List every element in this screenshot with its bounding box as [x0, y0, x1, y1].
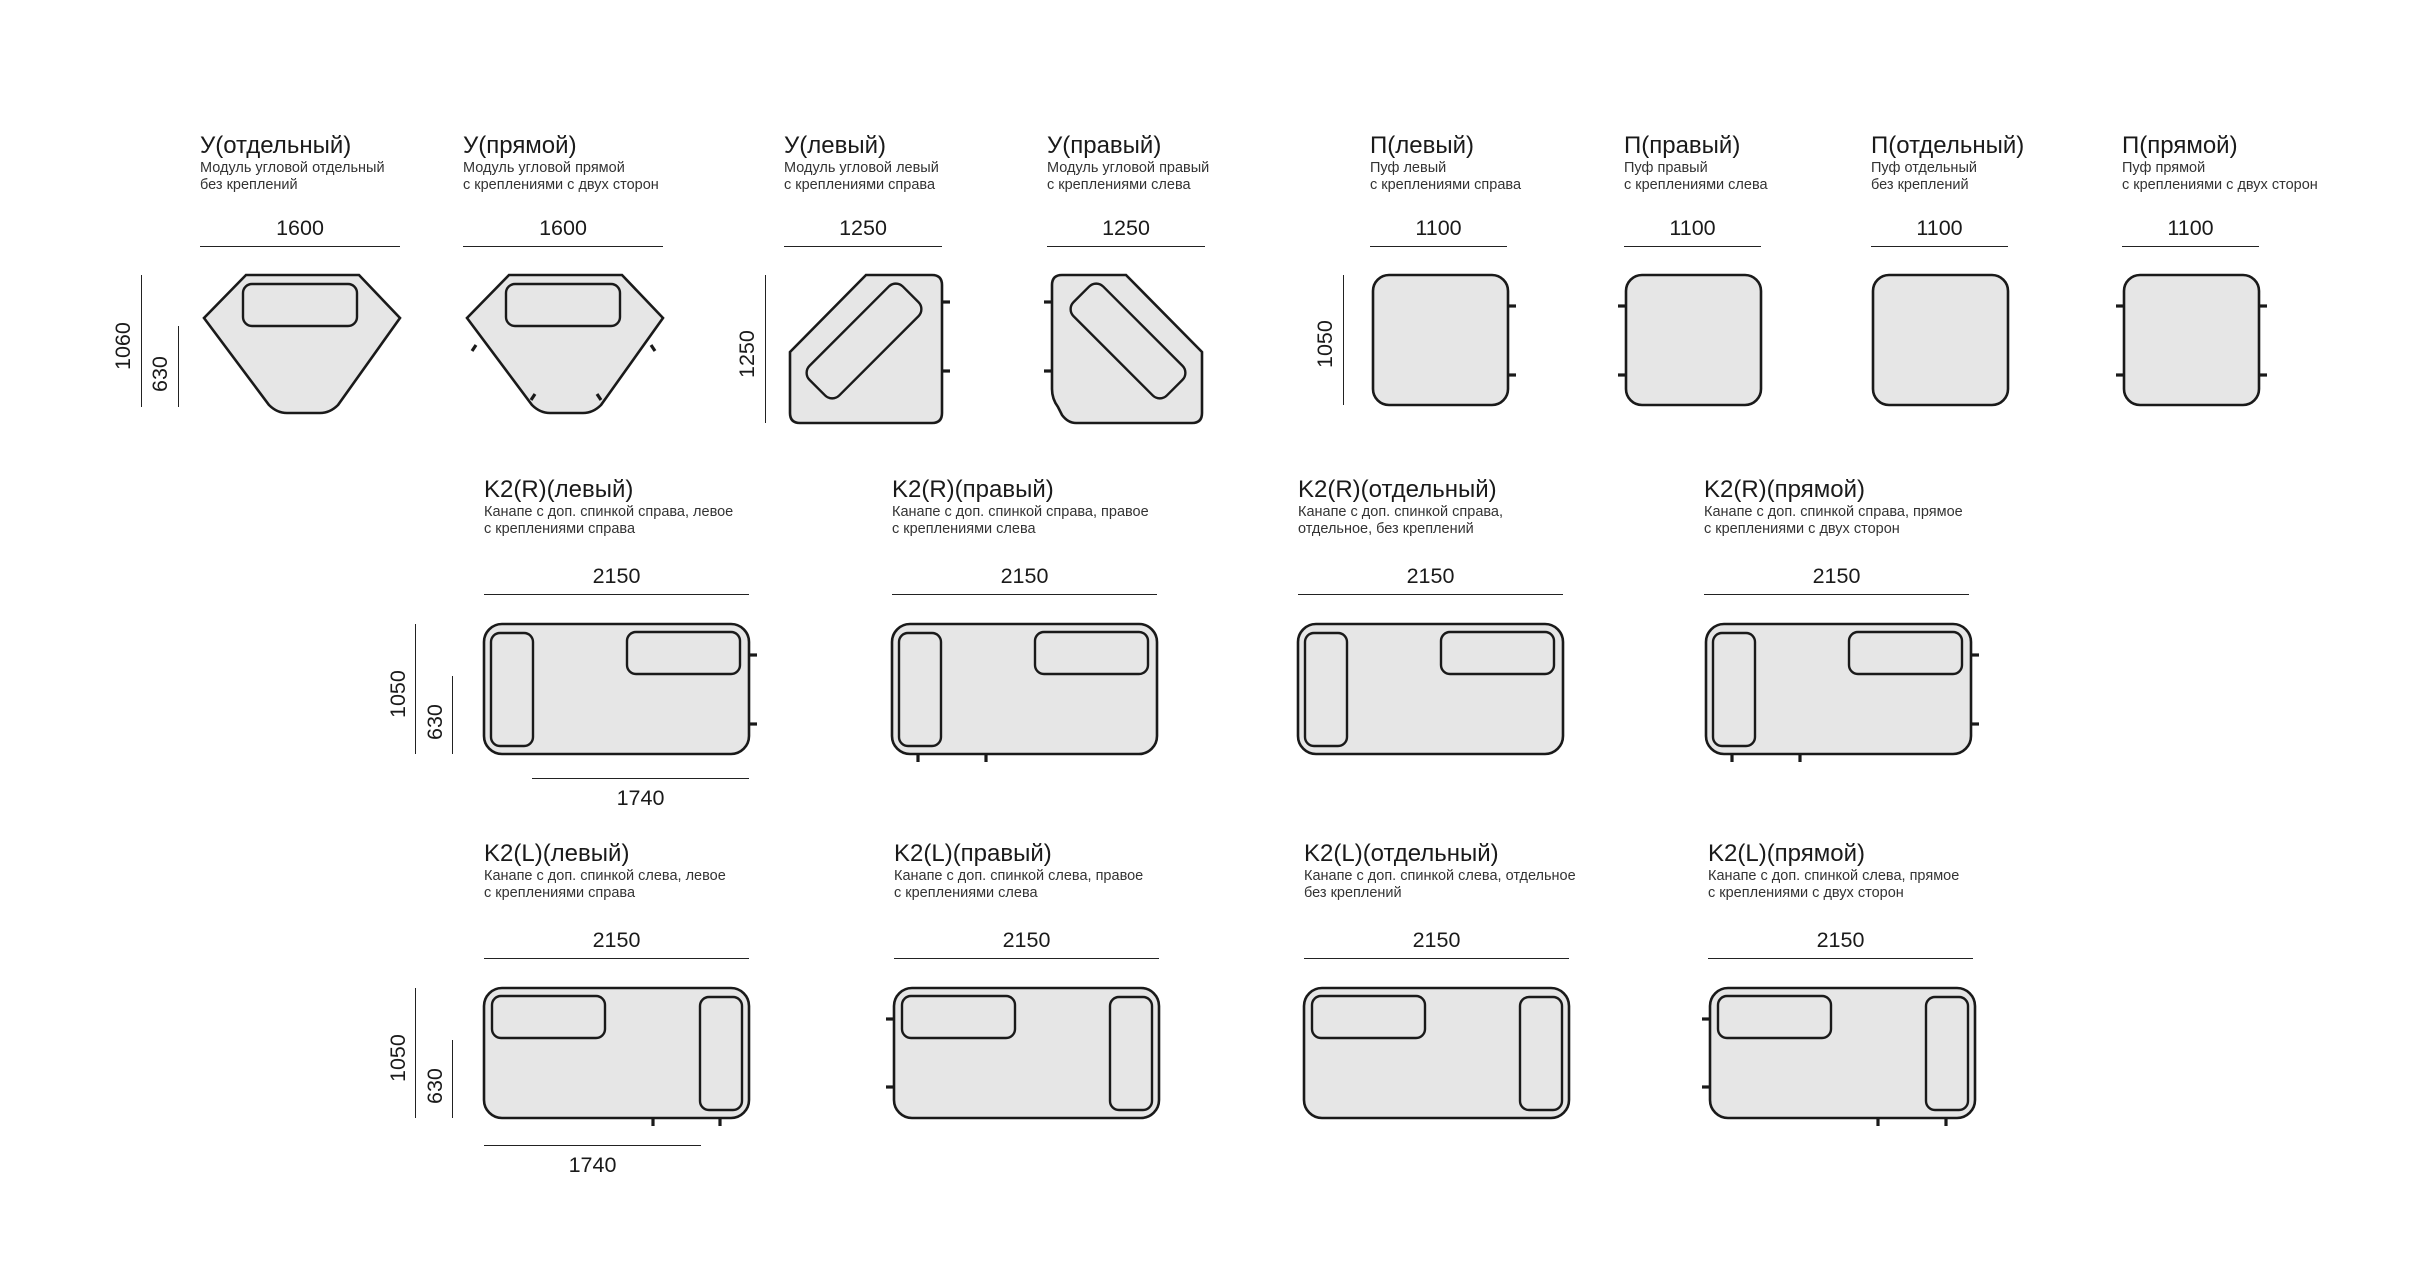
width-dimension-label: 1600 — [276, 216, 324, 240]
width-dimension-label: 1600 — [539, 216, 587, 240]
module-description: Канапе с доп. спинкой слева, левое с креплениями справа — [484, 868, 726, 901]
width-dimension-label: 2150 — [1812, 564, 1861, 588]
width-dimension-label: 2150 — [1002, 928, 1051, 952]
width-dimension-label: 2150 — [1000, 564, 1049, 588]
bottom-dimension-label: 1740 — [568, 1153, 617, 1177]
module-description: Канапе с доп. спинкой слева, правое с креплениями слева — [894, 868, 1144, 901]
module-description: Модуль угловой правый с креплениями слева — [1047, 160, 1210, 193]
module-title: П(прямой) — [2122, 132, 2238, 159]
module-title: У(левый) — [784, 132, 886, 159]
height-dimension-label: 1060 — [111, 322, 135, 370]
height-dimension-label: 1050 — [386, 670, 410, 718]
module-description: Модуль угловой отдельный без креплений — [200, 160, 385, 193]
module-description: Канапе с доп. спинкой справа, отдельное, без креплений — [1298, 504, 1504, 537]
height-dimension-label: 1050 — [386, 1034, 410, 1082]
module-description: Пуф левый с креплениями справа — [1370, 160, 1522, 193]
width-dimension-label: 2150 — [592, 564, 641, 588]
width-dimension-label: 1100 — [2167, 216, 2214, 240]
width-dimension-label: 1250 — [1102, 216, 1150, 240]
module-title: У(отдельный) — [200, 132, 352, 159]
module-title: П(левый) — [1370, 132, 1474, 159]
bottom-dimension-label: 1740 — [616, 786, 665, 810]
module-description: Модуль угловой левый с креплениями справа — [784, 160, 939, 193]
module-title: K2(L)(отдельный) — [1304, 840, 1499, 867]
depth-dimension-label: 630 — [423, 1068, 447, 1104]
side-cushion — [1926, 997, 1968, 1110]
module-description: Канапе с доп. спинкой справа, прямое с креплениями с двух сторон — [1704, 504, 1963, 537]
width-dimension-label: 1250 — [839, 216, 887, 240]
module-description: Пуф правый с креплениями слева — [1624, 160, 1768, 193]
module-title: У(правый) — [1047, 132, 1162, 159]
module-title: K2(R)(отдельный) — [1298, 476, 1497, 503]
back-cushion — [1718, 996, 1831, 1038]
depth-dimension-label: 630 — [423, 704, 447, 740]
module-description: Пуф прямой с креплениями с двух сторон — [2122, 160, 2318, 193]
depth-dimension-label: 630 — [148, 356, 172, 392]
width-dimension-label: 2150 — [1406, 564, 1455, 588]
module-description: Пуф отдельный без креплений — [1871, 160, 1977, 193]
module-title: У(прямой) — [463, 132, 577, 159]
module-title: K2(L)(правый) — [894, 840, 1052, 867]
module-description: Модуль угловой прямой с креплениями с двух сторон — [463, 160, 659, 193]
width-dimension-label: 2150 — [592, 928, 641, 952]
module-description: Канапе с доп. спинкой слева, прямое с креплениями с двух сторон — [1708, 868, 1960, 901]
module-title: K2(R)(прямой) — [1704, 476, 1865, 503]
height-dimension-label: 1050 — [1313, 320, 1337, 368]
module-title: K2(L)(прямой) — [1708, 840, 1865, 867]
module-title: K2(L)(левый) — [484, 840, 630, 867]
module-title: П(отдельный) — [1871, 132, 2025, 159]
height-dimension-label: 1250 — [735, 330, 759, 378]
module-description: Канапе с доп. спинкой справа, правое с креплениями слева — [892, 504, 1149, 537]
width-dimension-label: 1100 — [1669, 216, 1716, 240]
module-description: Канапе с доп. спинкой слева, отдельное без креплений — [1304, 868, 1576, 901]
width-dimension-label: 2150 — [1412, 928, 1461, 952]
module-title: K2(R)(правый) — [892, 476, 1054, 503]
module-title: П(правый) — [1624, 132, 1741, 159]
module-title: K2(R)(левый) — [484, 476, 634, 503]
module-description: Канапе с доп. спинкой справа, левое с креплениями справа — [484, 504, 734, 537]
width-dimension-label: 1100 — [1415, 216, 1462, 240]
width-dimension-label: 2150 — [1816, 928, 1865, 952]
width-dimension-label: 1100 — [1916, 216, 1963, 240]
